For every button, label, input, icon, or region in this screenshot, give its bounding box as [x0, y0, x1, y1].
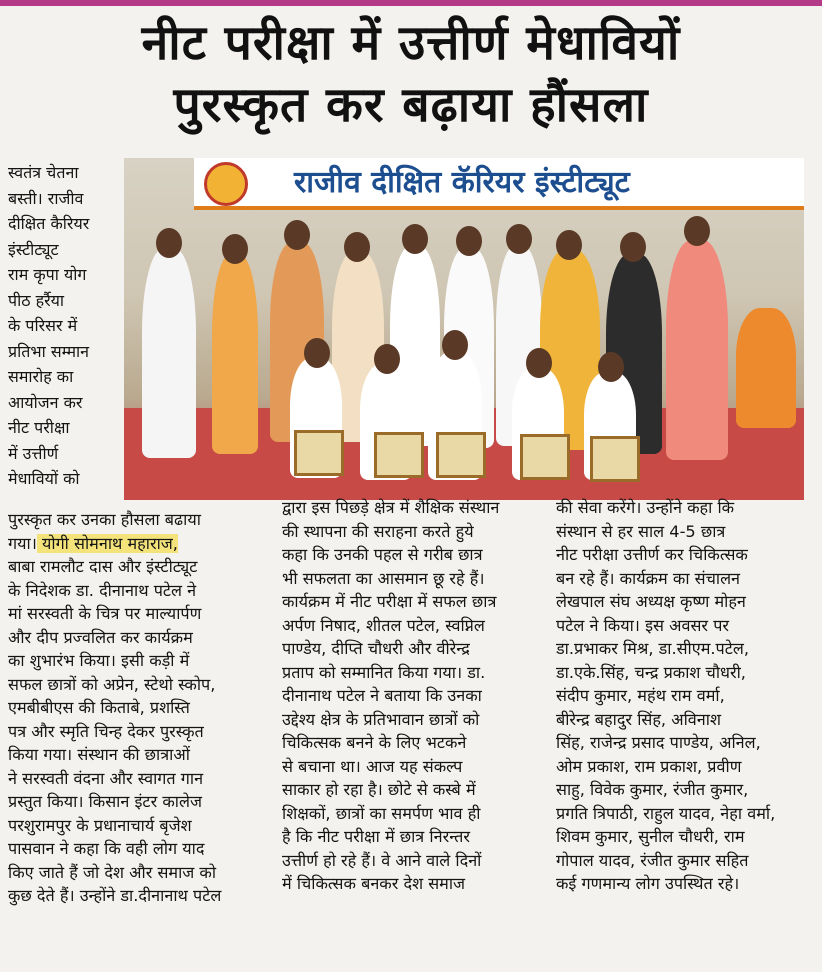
article-line: है कि नीट परीक्षा में छात्र निरन्तर	[282, 827, 471, 846]
article-line: आयोजन कर	[8, 392, 83, 412]
award-plaque	[294, 430, 344, 476]
article-line: एमबीबीएस की किताबे, प्रशस्ति	[8, 698, 190, 717]
article-line: उद्देश्य क्षेत्र के प्रतिभावान छात्रों को	[282, 709, 480, 729]
article-line: कहा कि उनकी पहल से गरीब छात्र	[282, 545, 483, 564]
award-plaque	[374, 432, 424, 478]
article-line: समारोह का	[8, 367, 74, 386]
award-plaque	[590, 436, 640, 482]
article-line: बीरेन्द्र बहादुर सिंह, अविनाश	[556, 709, 721, 729]
article-column-3	[556, 496, 814, 896]
article-line: अर्पण निषाद, शीतल पटेल, स्वप्निल	[282, 615, 485, 635]
article-line: प्रताप को सम्मानित किया गया। डा.	[282, 662, 486, 682]
article-line: पत्र और स्मृति चिन्ह देकर पुरस्कृत	[8, 721, 204, 741]
article-line: द्वारा इस पिछड़े क्षेत्र में शैक्षिक संस्थान	[282, 498, 500, 517]
person-head	[456, 226, 482, 256]
person-head	[222, 234, 248, 264]
article-line: प्रगति त्रिपाठी, राहुल यादव, नेहा वर्मा,	[556, 803, 776, 823]
article-line: पीठ हर्रैया	[8, 290, 65, 310]
headline	[8, 12, 814, 136]
article-line: भी सफलता का आसमान छू रहे हैं।	[282, 568, 485, 588]
article-line: कई गणमान्य लोग उपस्थित रहे।	[556, 874, 740, 893]
article-line: पाण्डेय, दीप्ति चौधरी और वीरेन्द्र	[282, 639, 470, 658]
student-head	[442, 330, 468, 360]
article-line: प्रतिभा सम्मान	[8, 341, 90, 361]
article-line: उत्तीर्ण हो रहे हैं। वे आने वाले दिनों	[282, 850, 482, 870]
article-line: लेखपाल संघ अध्यक्ष कृष्ण मोहन	[556, 592, 746, 611]
student-head	[374, 344, 400, 374]
article-line: से बचाना था। आज यह संकल्प	[282, 756, 463, 776]
article-line: का शुभारंभ किया। इसी कड़ी में	[8, 651, 190, 670]
article-line: बन रहे हैं। कार्यक्रम का संचालन	[556, 568, 741, 588]
highlighted-name: योगी सोमनाथ महाराज,	[36, 533, 178, 553]
standing-person	[142, 248, 196, 458]
article-line: पासवान ने कहा कि वही लोग याद	[8, 839, 205, 858]
person-head	[156, 228, 182, 258]
article-line: स्वतंत्र चेतना	[8, 163, 79, 182]
event-photo	[124, 158, 804, 500]
headline-line-2: पुरस्कृत कर बढ़ाया हौंसला	[173, 77, 649, 133]
article-line: चिकित्सक बनने के लिए भटकने	[282, 733, 467, 752]
article-line: डा.एके.सिंह, चन्द्र प्रकाश चौधरी,	[556, 662, 746, 682]
award-plaque	[436, 432, 486, 478]
standing-person	[212, 254, 258, 454]
article-line: पुरस्कृत कर उनका हौसला बढाया	[8, 510, 201, 529]
article-column-1	[8, 508, 266, 908]
article-line: साहु, विवेक कुमार, रंजीत कुमार,	[556, 780, 749, 799]
article-line: शिक्षकों, छात्रों का समर्पण भाव ही	[282, 803, 481, 823]
person-head	[506, 224, 532, 254]
banner-text: राजीव दीक्षित कॅरियर इंस्टीट्यूट	[294, 165, 630, 200]
student-head	[526, 348, 552, 378]
article-line: पटेल ने किया। इस अवसर पर	[556, 615, 730, 635]
article-line: की स्थापना की सराहना करते हुये	[282, 521, 474, 541]
article-line: सफल छात्रों को अप्रेन, स्टेथो स्कोप,	[8, 674, 216, 694]
article-line: की सेवा करेंगे। उन्होंने कहा कि	[556, 498, 735, 517]
standing-person	[666, 240, 728, 460]
article-line: और दीप प्रज्वलित कर कार्यक्रम	[8, 627, 193, 647]
person-head	[684, 216, 710, 246]
top-accent-bar	[0, 0, 822, 6]
person-head	[284, 220, 310, 250]
article-line: के परिसर में	[8, 316, 78, 335]
article-line: साकार हो रहा है। छोटे से कस्बे में	[282, 780, 476, 799]
article-line: दीक्षित कैरियर	[8, 214, 90, 233]
article-line: गया। योगी सोमनाथ महाराज,	[8, 533, 178, 553]
article-line: डा.प्रभाकर मिश्र, डा.सीएम.पटेल,	[556, 639, 749, 658]
article-line: परशुरामपुर के प्रधानाचार्य बृजेश	[8, 815, 192, 835]
article-line: नीट परीक्षा उत्तीर्ण कर चिकित्सक	[556, 545, 748, 564]
article-line: किए जाते हैं जो देश और समाज को	[8, 862, 217, 882]
article-line: कुछ देते हैं। उन्होंने डा.दीनानाथ पटेल	[8, 886, 222, 905]
student-head	[304, 338, 330, 368]
article-line: में चिकित्सक बनकर देश समाज	[282, 874, 466, 893]
seated-monk	[736, 308, 796, 428]
award-plaque	[520, 434, 570, 480]
article-line: गोपाल यादव, रंजीत कुमार सहित	[556, 850, 749, 870]
article-line: नीट परीक्षा	[8, 418, 70, 437]
person-head	[344, 232, 370, 262]
article-line: संदीप कुमार, महंथ राम वर्मा,	[556, 686, 725, 705]
person-head	[402, 224, 428, 254]
article-column-2	[282, 496, 542, 896]
article-line: राम कृपा योग	[8, 265, 87, 284]
article-line: ओम प्रकाश, राम प्रकाश, प्रवीण	[556, 756, 742, 776]
article-line: बस्ती। राजीव	[8, 188, 84, 208]
article-line: किया गया। संस्थान की छात्राओं	[8, 745, 190, 764]
photo-banner	[194, 158, 804, 210]
article-line: ने सरस्वती वंदना और स्वागत गान	[8, 768, 204, 788]
article-side-column	[8, 160, 116, 492]
person-head	[556, 230, 582, 260]
article-line: शिवम कुमार, सुनील चौधरी, राम	[556, 827, 745, 846]
article-line: मेधावियों को	[8, 469, 80, 488]
article-line: सिंह, राजेन्द्र प्रसाद पाण्डेय, अनिल,	[556, 733, 761, 752]
person-head	[620, 232, 646, 262]
article-line: प्रस्तुत किया। किसान इंटर कालेज	[8, 792, 202, 811]
article-line: कार्यक्रम में नीट परीक्षा में सफल छात्र	[282, 592, 497, 611]
article-line: संस्थान से हर साल 4-5 छात्र	[556, 521, 726, 541]
headline-line-1: नीट परीक्षा में उत्तीर्ण मेधावियों	[141, 15, 681, 71]
article-line: बाबा रामलौट दास और इंस्टीट्यूट	[8, 557, 198, 576]
institute-logo	[204, 162, 248, 206]
article-line: मां सरस्वती के चित्र पर माल्यार्पण	[8, 604, 202, 623]
student-head	[598, 352, 624, 382]
article-line: दीनानाथ पटेल ने बताया कि उनका	[282, 686, 482, 705]
article-line: में उत्तीर्ण	[8, 443, 59, 463]
article-line: के निदेशक डा. दीनानाथ पटेल ने	[8, 580, 197, 600]
article-line: इंस्टीट्यूट	[8, 239, 59, 259]
